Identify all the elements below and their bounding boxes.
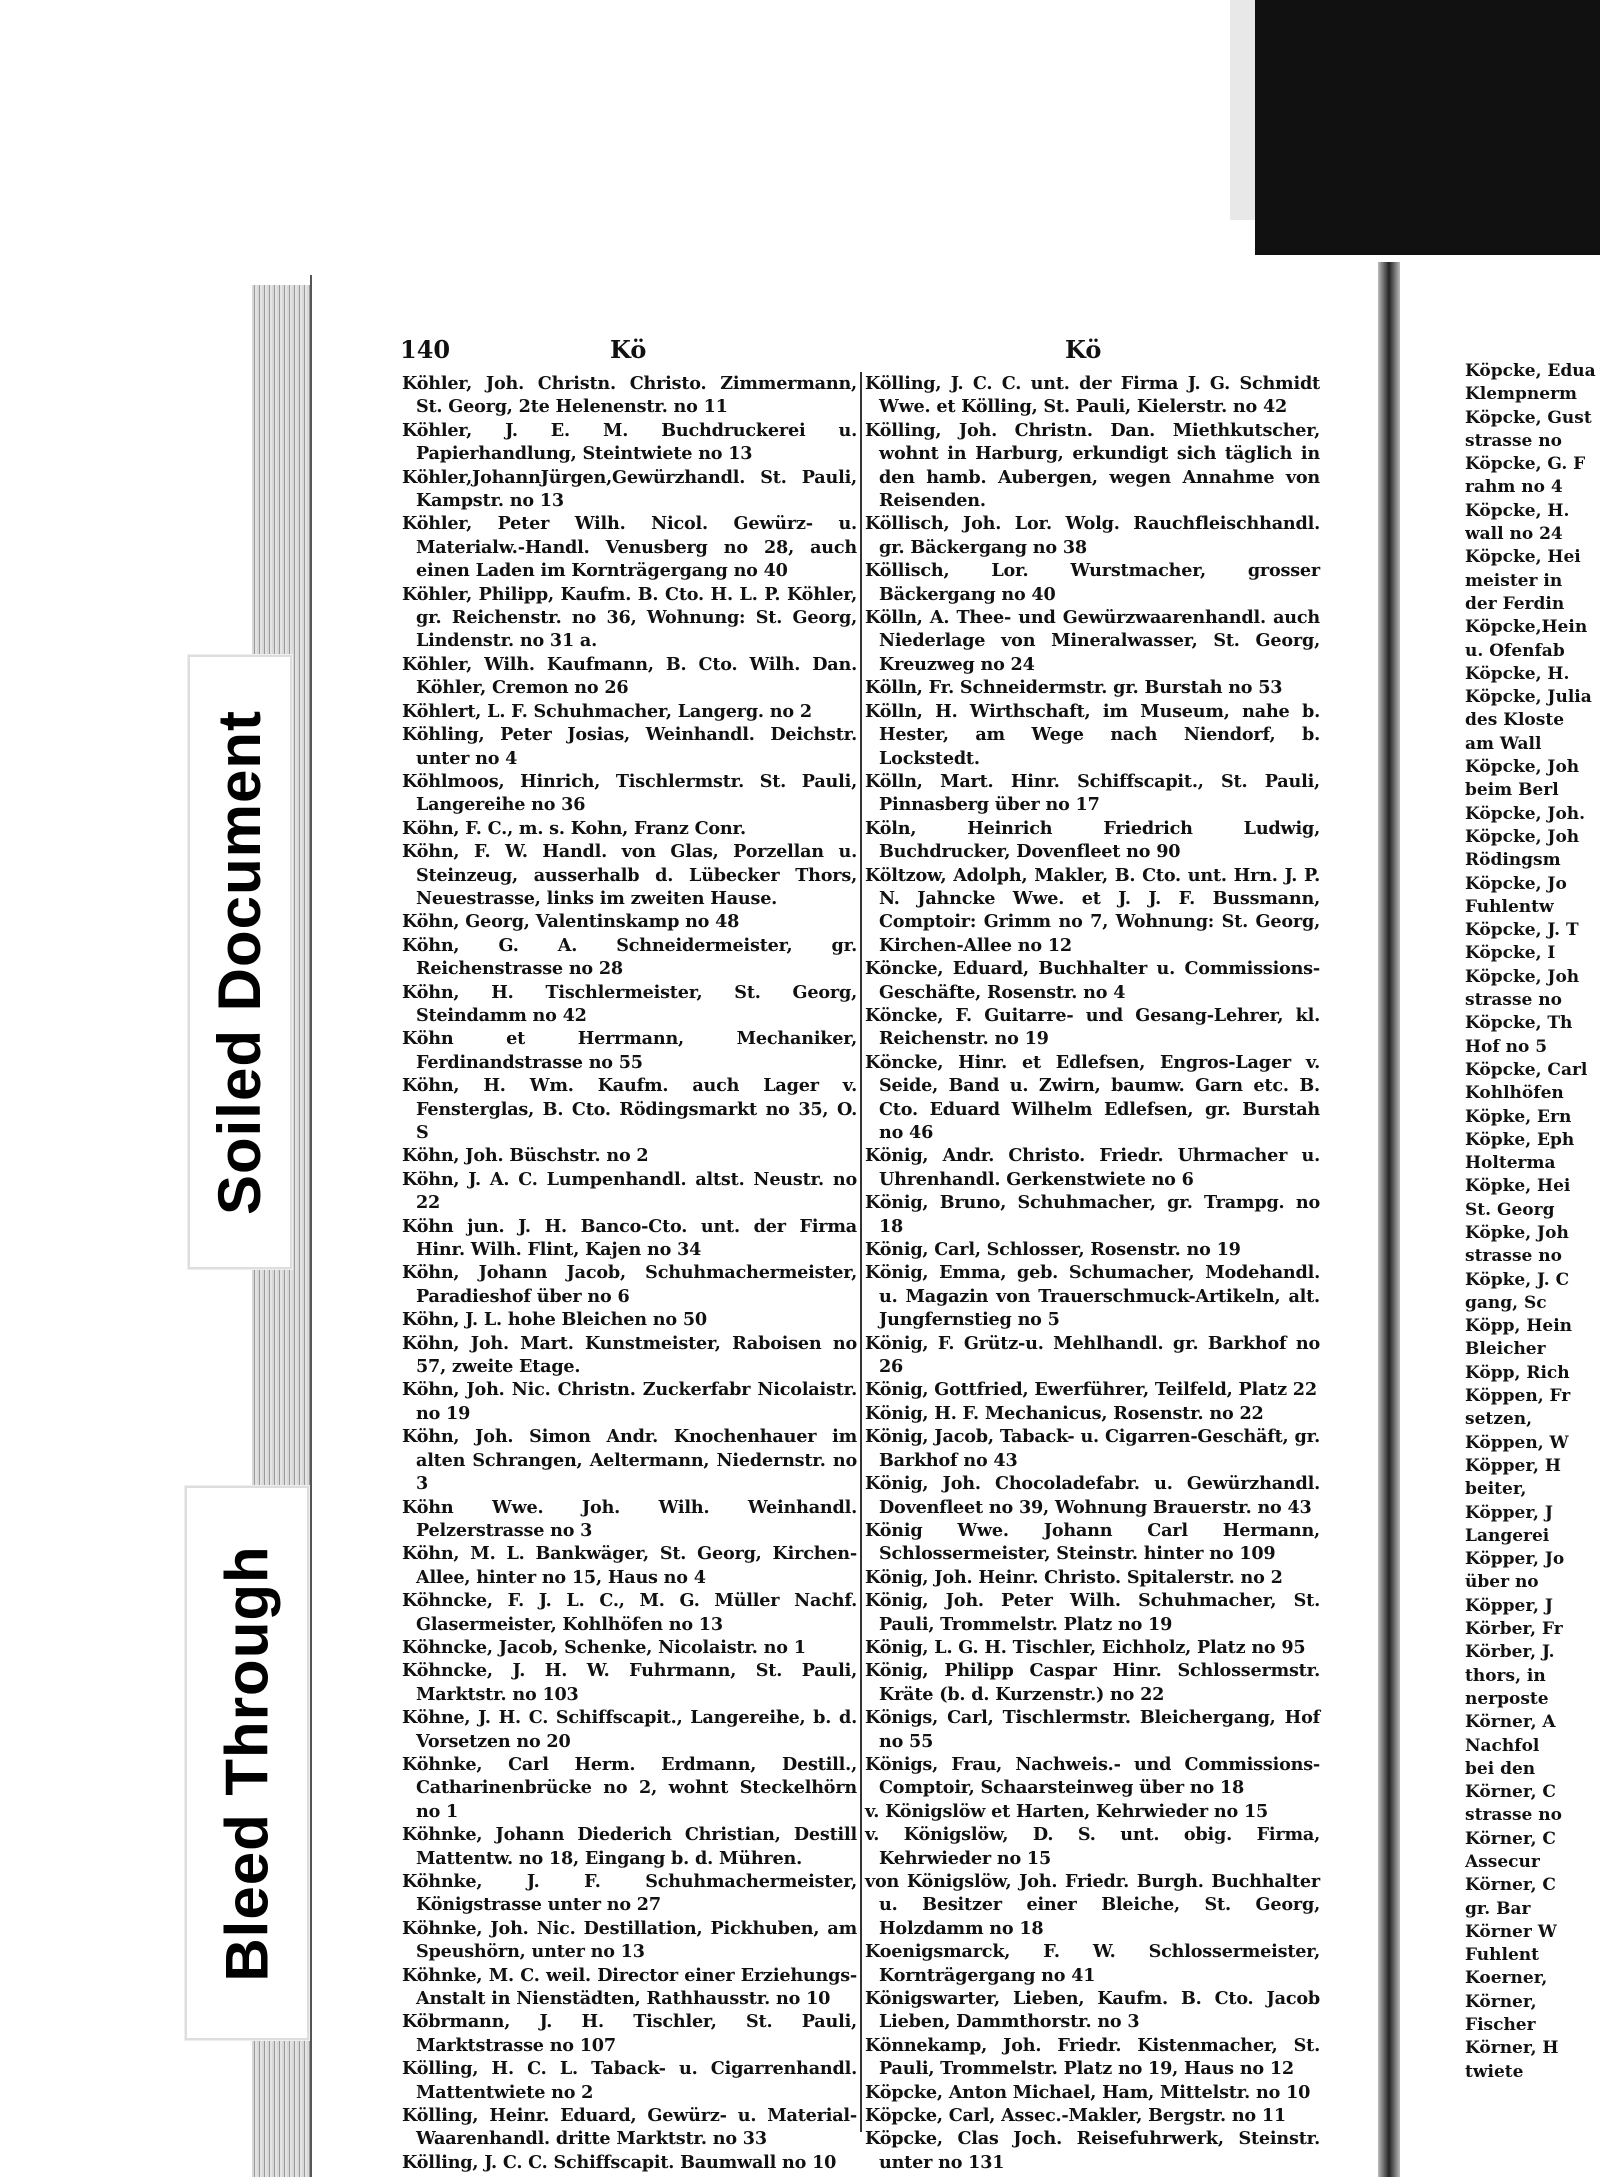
directory-entry: Köhn, Joh. Simon Andr. Knochenhauer im alten Schrangen, Aeltermann, Niedernstr. no 3 — [402, 1426, 857, 1495]
next-page-fragment: Hof no 5 — [1465, 1036, 1548, 1057]
bleed-through-label — [185, 1486, 309, 2040]
next-page-fragment: Körber, Fr — [1465, 1619, 1563, 1640]
next-page-fragment: meister in — [1465, 570, 1563, 591]
next-page-fragment: Köpke, Ern — [1465, 1106, 1572, 1127]
next-page-fragment: Köpcke, H. — [1465, 663, 1570, 684]
directory-entry: Koenigsmarck, F. W. Schlossermeister, Kornträgergang no 41 — [865, 1941, 1320, 1986]
right-running-head: Kö — [1065, 335, 1102, 364]
directory-entry: Köhn, Joh. Nic. Christn. Zuckerfabr Nicolaistr. no 19 — [402, 1379, 857, 1424]
next-page-fragment: Fuhlent — [1465, 1945, 1539, 1966]
next-page-fragment: Körner, C — [1465, 1875, 1556, 1896]
next-page-fragment: Köpke, J. C — [1465, 1269, 1570, 1290]
directory-entry: Köhnke, Carl Herm. Erdmann, Destill., Catharinenbrücke no 2, wohnt Steckelhörn no 1 — [402, 1753, 857, 1822]
directory-entry: Köhn et Herrmann, Mechaniker, Ferdinandstrasse no 55 — [402, 1028, 857, 1073]
directory-entry: König, Philipp Caspar Hinr. Schlossermstr. Kräte (b. d. Kurzenstr.) no 22 — [865, 1660, 1320, 1705]
directory-entry: Köhn, G. A. Schneidermeister, gr. Reichenstrasse no 28 — [402, 934, 857, 980]
directory-entry: König, Joh. Peter Wilh. Schuhmacher, St. Pauli, Trommelstr. Platz no 19 — [865, 1590, 1320, 1635]
directory-entry: Köhlmoos, Hinrich, Tischlermstr. St. Pauli, Langereihe no 36 — [402, 770, 857, 816]
next-page-fragment: Körner, C — [1465, 1782, 1556, 1803]
directory-entry: Köhne, J. H. C. Schiffscapit., Langereihe, b. d. Vorsetzen no 20 — [402, 1707, 857, 1752]
next-page-fragment: rahm no 4 — [1465, 477, 1563, 498]
next-page-fragment: Köpcke,Hein — [1465, 617, 1588, 638]
directory-entry: König, H. F. Mechanicus, Rosenstr. no 22 — [865, 1402, 1264, 1424]
directory-entry: Kölln, Mart. Hinr. Schiffscapit., St. Pauli, Pinnasberg über no 17 — [865, 770, 1320, 816]
next-page-fragment: Köpcke, Edua — [1465, 361, 1596, 381]
directory-entry: König, Joh. Chocoladefabr. u. Gewürzhandl. Dovenfleet no 39, Wohnung Brauerstr. no 43 — [865, 1473, 1320, 1518]
directory-entry: König, Andr. Christo. Friedr. Uhrmacher u. Uhrenhandl. Gerkenstwiete no 6 — [865, 1145, 1320, 1190]
directory-entry: Köhn, Johann Jacob, Schuhmachermeister, Paradieshof über no 6 — [402, 1262, 857, 1307]
directory-entry: Königs, Frau, Nachweis.- und Commissions-Comptoir, Schaarsteinweg über no 18 — [865, 1753, 1320, 1799]
directory-entry: König, Gottfried, Ewerführer, Teilfeld, Platz 22 — [865, 1379, 1317, 1401]
book-page-right — [1400, 255, 1600, 2177]
next-page-fragment: Langerei — [1465, 1525, 1550, 1546]
directory-entry: Köhn, J. A. C. Lumpenhandl. altst. Neustr. no 22 — [402, 1168, 857, 1214]
next-page-fragment: Köppen, Fr — [1465, 1386, 1571, 1407]
next-page-fragment: Rödingsm — [1465, 850, 1561, 871]
next-page-fragment: Köpper, J — [1465, 1502, 1553, 1523]
directory-entry: Kölln, H. Wirthschaft, im Museum, nahe b. Hester, am Wege nach Niendorf, b. Lockstedt. — [865, 700, 1320, 769]
column-rule — [860, 372, 862, 2132]
next-page-fragment: thors, in — [1465, 1665, 1546, 1686]
directory-entry: Köncke, Eduard, Buchhalter u. Commissions-Geschäfte, Rosenstr. no 4 — [865, 958, 1320, 1003]
next-page-fragment: am Wall — [1465, 733, 1542, 754]
next-page-fragment: Körner, A — [1465, 1712, 1556, 1733]
directory-entry: Köhn, Georg, Valentinskamp no 48 — [402, 911, 740, 933]
next-page-fragment: strasse no — [1465, 430, 1562, 451]
next-page-fragment: über no — [1465, 1572, 1539, 1593]
directory-entry: König, Bruno, Schuhmacher, gr. Trampg. no 18 — [865, 1192, 1320, 1237]
directory-entry: Königs, Carl, Tischlermstr. Bleichergang, Hof no 55 — [865, 1707, 1320, 1752]
directory-entry: von Königslöw, Joh. Friedr. Burgh. Buchhalter u. Besitzer einer Bleiche, St. Georg, Holzdamm no 18 — [865, 1871, 1320, 1939]
next-page-fragment: wall no 24 — [1465, 524, 1563, 545]
directory-entry: König, Emma, geb. Schumacher, Modehandl. u. Magazin von Trauerschmuck-Artikeln, alt. Jungfernstieg no 5 — [865, 1262, 1320, 1331]
directory-entry: Köpcke, Anton Michael, Ham, Mittelstr. no 10 — [865, 2081, 1311, 2103]
directory-entry: Köhler, Peter Wilh. Nicol. Gewürz- u. Materialw.-Handl. Venusberg no 28, auch einen Laden im Kornträgergang no 40 — [402, 513, 857, 582]
directory-entry: Kölling, H. C. L. Taback- u. Cigarrenhandl. Mattentwiete no 2 — [402, 2058, 857, 2103]
directory-entry: Köhnke, Joh. Nic. Destillation, Pickhuben, am Speushörn, unter no 13 — [402, 1917, 857, 1963]
next-page-fragment: twiete — [1465, 2061, 1524, 2082]
left-column — [402, 372, 857, 2174]
directory-entry: Köhn, Joh. Mart. Kunstmeister, Raboisen no 57, zweite Etage. — [402, 1332, 857, 1378]
next-page-fragment: Köpcke, Julia — [1465, 687, 1592, 708]
directory-entry: Köncke, F. Guitarre- und Gesang-Lehrer, kl. Reichenstr. no 19 — [865, 1004, 1320, 1050]
next-page-fragment: Köpper, Jo — [1465, 1549, 1565, 1570]
next-page-fragment: Köpcke, Joh — [1465, 826, 1580, 847]
next-page-fragment: setzen, — [1465, 1409, 1532, 1430]
directory-entry: Köhn, F. W. Handl. von Glas, Porzellan u. Steinzeug, ausserhalb d. Lübecker Thors, Neuestrasse, links im zweiten Hause. — [402, 841, 857, 909]
next-page-fragment: Köpcke, G. F — [1465, 454, 1586, 475]
next-page-fragment: Köpke, Joh — [1465, 1222, 1569, 1243]
directory-entry: Köllisch, Lor. Wurstmacher, grosser Bäckergang no 40 — [865, 560, 1320, 605]
directory-entry: Köhler,JohannJürgen,Gewürzhandl. St. Pauli, Kampstr. no 13 — [402, 466, 857, 512]
directory-entry: Königswarter, Lieben, Kaufm. B. Cto. Jacob Lieben, Dammthorstr. no 3 — [865, 1988, 1320, 2033]
next-page-fragment: Köpcke, H. — [1465, 500, 1570, 521]
directory-entry: v. Königslöw et Harten, Kehrwieder no 15 — [865, 1800, 1269, 1822]
next-page-fragment: Köpper, J — [1465, 1595, 1553, 1616]
directory-entry: Köhncke, Jacob, Schenke, Nicolaistr. no 1 — [402, 1636, 806, 1658]
directory-entry: Köln, Heinrich Friedrich Ludwig, Buchdrucker, Dovenfleet no 90 — [865, 817, 1320, 863]
directory-entry: Köhncke, F. J. L. C., M. G. Müller Nachf. Glasermeister, Kohlhöfen no 13 — [402, 1590, 857, 1635]
left-running-head: Kö — [610, 335, 647, 364]
next-page-fragment: Koerner, — [1465, 1968, 1548, 1989]
directory-entry: König, Jacob, Taback- u. Cigarren-Geschäft, gr. Barkhof no 43 — [865, 1426, 1320, 1471]
next-page-fragment: Köpcke, Hei — [1465, 547, 1581, 568]
next-page-fragment: beim Berl — [1465, 780, 1559, 801]
directory-entry: König, F. Grütz-u. Mehlhandl. gr. Barkhof no 26 — [865, 1332, 1320, 1378]
next-page-fragment: Körner W — [1465, 1921, 1557, 1942]
directory-entry: Köhler, Joh. Christn. Christo. Zimmermann, St. Georg, 2te Helenenstr. no 11 — [402, 373, 857, 418]
next-page-fragment: Köpcke, Joh — [1465, 966, 1580, 987]
next-page-fragment: strasse no — [1465, 1246, 1562, 1267]
next-page-fragment: Köpcke, Jo — [1465, 873, 1567, 894]
directory-entry: Köhn, F. C., m. s. Kohn, Franz Conr. — [402, 817, 746, 839]
directory-entry: v. Königslöw, D. S. unt. obig. Firma, Kehrwieder no 15 — [865, 1824, 1320, 1869]
directory-entry: Költzow, Adolph, Makler, B. Cto. unt. Hrn. J. P. N. Jahncke Wwe. et J. J. F. Bussmann, Comptoir: Grimm no 7, Wohnung: St. Georg, Kirchen-Allee no 12 — [865, 864, 1320, 956]
directory-entry: Köhling, Peter Josias, Weinhandl. Deichstr. unter no 4 — [402, 724, 857, 769]
next-page-fragment: Körber, J. — [1465, 1642, 1555, 1663]
directory-entry: Köhnke, Johann Diederich Christian, Destill Mattentw. no 18, Eingang b. d. Mühren. — [402, 1824, 857, 1869]
next-page-fragment: Bleicher — [1465, 1339, 1546, 1360]
directory-entry: Kölling, J. C. C. Schiffscapit. Baumwall no 10 — [402, 2151, 837, 2173]
next-page-fragment: Holterma — [1465, 1153, 1556, 1174]
directory-entry: Köhncke, J. H. W. Fuhrmann, St. Pauli, Marktstr. no 103 — [402, 1660, 857, 1705]
directory-entry: Köhn Wwe. Joh. Wilh. Weinhandl. Pelzerstrasse no 3 — [402, 1496, 857, 1541]
next-page-fragment: strasse no — [1465, 990, 1562, 1011]
directory-entry: Köhn, J. L. hohe Bleichen no 50 — [402, 1309, 707, 1331]
page-number: 140 — [400, 335, 451, 364]
next-page-fragment: Fuhlentw — [1465, 896, 1554, 917]
directory-entry: Köbrmann, J. H. Tischler, St. Pauli, Marktstrasse no 107 — [402, 2011, 857, 2056]
next-page-fragment: Köpcke, Joh. — [1465, 803, 1586, 824]
next-page-fragment: Körner, — [1465, 1991, 1537, 2012]
next-page-fragment: Körner, H — [1465, 2038, 1559, 2059]
directory-entry: Köpcke, Carl, Assec.-Makler, Bergstr. no 11 — [865, 2105, 1286, 2127]
next-page-fragment: beiter, — [1465, 1479, 1527, 1500]
directory-entry: König, Carl, Schlosser, Rosenstr. no 19 — [865, 1239, 1241, 1261]
next-page-fragment: des Kloste — [1465, 710, 1565, 731]
next-page-fragment: gr. Bar — [1465, 1898, 1531, 1919]
directory-entry: Köhler, Wilh. Kaufmann, B. Cto. Wilh. Dan. Köhler, Cremon no 26 — [402, 653, 857, 699]
next-page-fragment: Köpp, Hein — [1465, 1316, 1573, 1337]
dark-background — [1255, 0, 1600, 255]
directory-entry: Köhler, J. E. M. Buchdruckerei u. Papierhandlung, Steintwiete no 13 — [402, 419, 857, 465]
bleed-through-text: Bleed Through — [213, 1544, 281, 1982]
next-page-fragment: der Ferdin — [1465, 593, 1565, 614]
directory-entry: Kölling, J. C. C. unt. der Firma J. G. Schmidt Wwe. et Kölling, St. Pauli, Kielerstr. no 42 — [865, 373, 1320, 418]
book-spine — [1378, 262, 1400, 2177]
next-page-fragment: Köpcke, Th — [1465, 1013, 1573, 1034]
directory-entry: Kölling, Joh. Christn. Dan. Miethkutscher, wohnt in Harburg, erkundigt sich täglich in den hamb. Aubergen, wegen Annahme von Reisenden. — [865, 419, 1320, 512]
next-page-fragment: Körner, C — [1465, 1828, 1556, 1849]
next-page-fragment: Köpcke, Carl — [1465, 1059, 1588, 1080]
next-page-fragment: Klempnerm — [1465, 384, 1578, 405]
directory-entry: Köhn, Joh. Büschstr. no 2 — [402, 1145, 649, 1167]
page-header — [400, 335, 1330, 375]
directory-entry: Köhn, H. Tischlermeister, St. Georg, Steindamm no 42 — [402, 981, 857, 1026]
next-page-fragment: Köpcke, J. T — [1465, 920, 1579, 941]
directory-entry: Könnekamp, Joh. Friedr. Kistenmacher, St. Pauli, Trommelstr. Platz no 19, Haus no 12 — [865, 2034, 1320, 2080]
next-page-fragment: Köpcke, Joh — [1465, 757, 1580, 778]
next-page-fragment: Köpper, H — [1465, 1455, 1561, 1476]
directory-entry: König Wwe. Johann Carl Hermann, Schlossermeister, Steinstr. hinter no 109 — [865, 1519, 1320, 1565]
next-page-fragment: Fischer — [1465, 2015, 1536, 2036]
directory-entry: König, Joh. Heinr. Christo. Spitalerstr. no 2 — [865, 1566, 1283, 1588]
next-page-fragment: nerposte — [1465, 1688, 1549, 1709]
directory-entry: Köhn, H. Wm. Kaufm. auch Lager v. Fensterglas, B. Cto. Rödingsmarkt no 35, O. S — [402, 1075, 857, 1143]
directory-entry: Köncke, Hinr. et Edlefsen, Engros-Lager v. Seide, Band u. Zwirn, baumw. Garn etc. B. Cto. Eduard Wilhelm Edlefsen, gr. Burstah no 46 — [865, 1051, 1320, 1143]
next-page-fragment: Köpp, Rich — [1465, 1362, 1570, 1383]
directory-entry: Köhn jun. J. H. Banco-Cto. unt. der Firma Hinr. Wilh. Flint, Kajen no 34 — [402, 1215, 857, 1261]
directory-entry: König, L. G. H. Tischler, Eichholz, Platz no 95 — [865, 1636, 1306, 1658]
next-page-fragment: Köpcke, I — [1465, 943, 1556, 964]
next-page-fragment: bei den — [1465, 1758, 1536, 1779]
directory-entry: Kölling, Heinr. Eduard, Gewürz- u. Material-Waarenhandl. dritte Marktstr. no 33 — [402, 2105, 857, 2150]
directory-entry: Köpcke, Clas Joch. Reisefuhrwerk, Steinstr. unter no 131 — [865, 2128, 1320, 2173]
directory-entry: Kölln, Fr. Schneidermstr. gr. Burstah no 53 — [865, 677, 1283, 699]
directory-entry: Köhler, Philipp, Kaufm. B. Cto. H. L. P. Köhler, gr. Reichenstr. no 36, Wohnung: St. Georg, Lindenstr. no 31 a. — [402, 583, 857, 652]
next-page-column — [1465, 360, 1600, 2084]
next-page-fragment: Köppen, W — [1465, 1432, 1569, 1453]
next-page-fragment: Nachfol — [1465, 1735, 1540, 1756]
next-page-fragment: Kohlhöfen — [1465, 1083, 1564, 1104]
next-page-fragment: u. Ofenfab — [1465, 640, 1565, 661]
right-column — [865, 372, 1320, 2174]
next-page-fragment: Köpcke, Gust — [1465, 407, 1592, 428]
directory-entry: Köhlert, L. F. Schuhmacher, Langerg. no 2 — [402, 700, 812, 722]
directory-entry: Köhnke, J. F. Schuhmachermeister, Königstrasse unter no 27 — [402, 1871, 857, 1916]
directory-entry: Köllisch, Joh. Lor. Wolg. Rauchfleischhandl. gr. Bäckergang no 38 — [865, 513, 1320, 558]
soiled-document-text: Soiled Document — [206, 709, 274, 1215]
next-page-fragment: Köpke, Eph — [1465, 1129, 1575, 1150]
directory-entry: Köhn, M. L. Bankwäger, St. Georg, Kirchen-Allee, hinter no 15, Haus no 4 — [402, 1543, 857, 1588]
directory-entry: Kölln, A. Thee- und Gewürzwaarenhandl. auch Niederlage von Mineralwasser, St. Georg, Kreuzweg no 24 — [865, 607, 1320, 675]
directory-entry: Köhnke, M. C. weil. Director einer Erziehungs-Anstalt in Nienstädten, Rathhausstr. no 10 — [402, 1964, 857, 2010]
next-page-fragment: Köpke, Hei — [1465, 1176, 1571, 1197]
next-page-fragment: St. Georg — [1465, 1199, 1555, 1220]
soiled-document-label — [188, 655, 292, 1269]
next-page-fragment: Assecur — [1465, 1852, 1540, 1872]
next-page-fragment: gang, Sc — [1465, 1292, 1547, 1313]
next-page-fragment: strasse no — [1465, 1805, 1562, 1826]
